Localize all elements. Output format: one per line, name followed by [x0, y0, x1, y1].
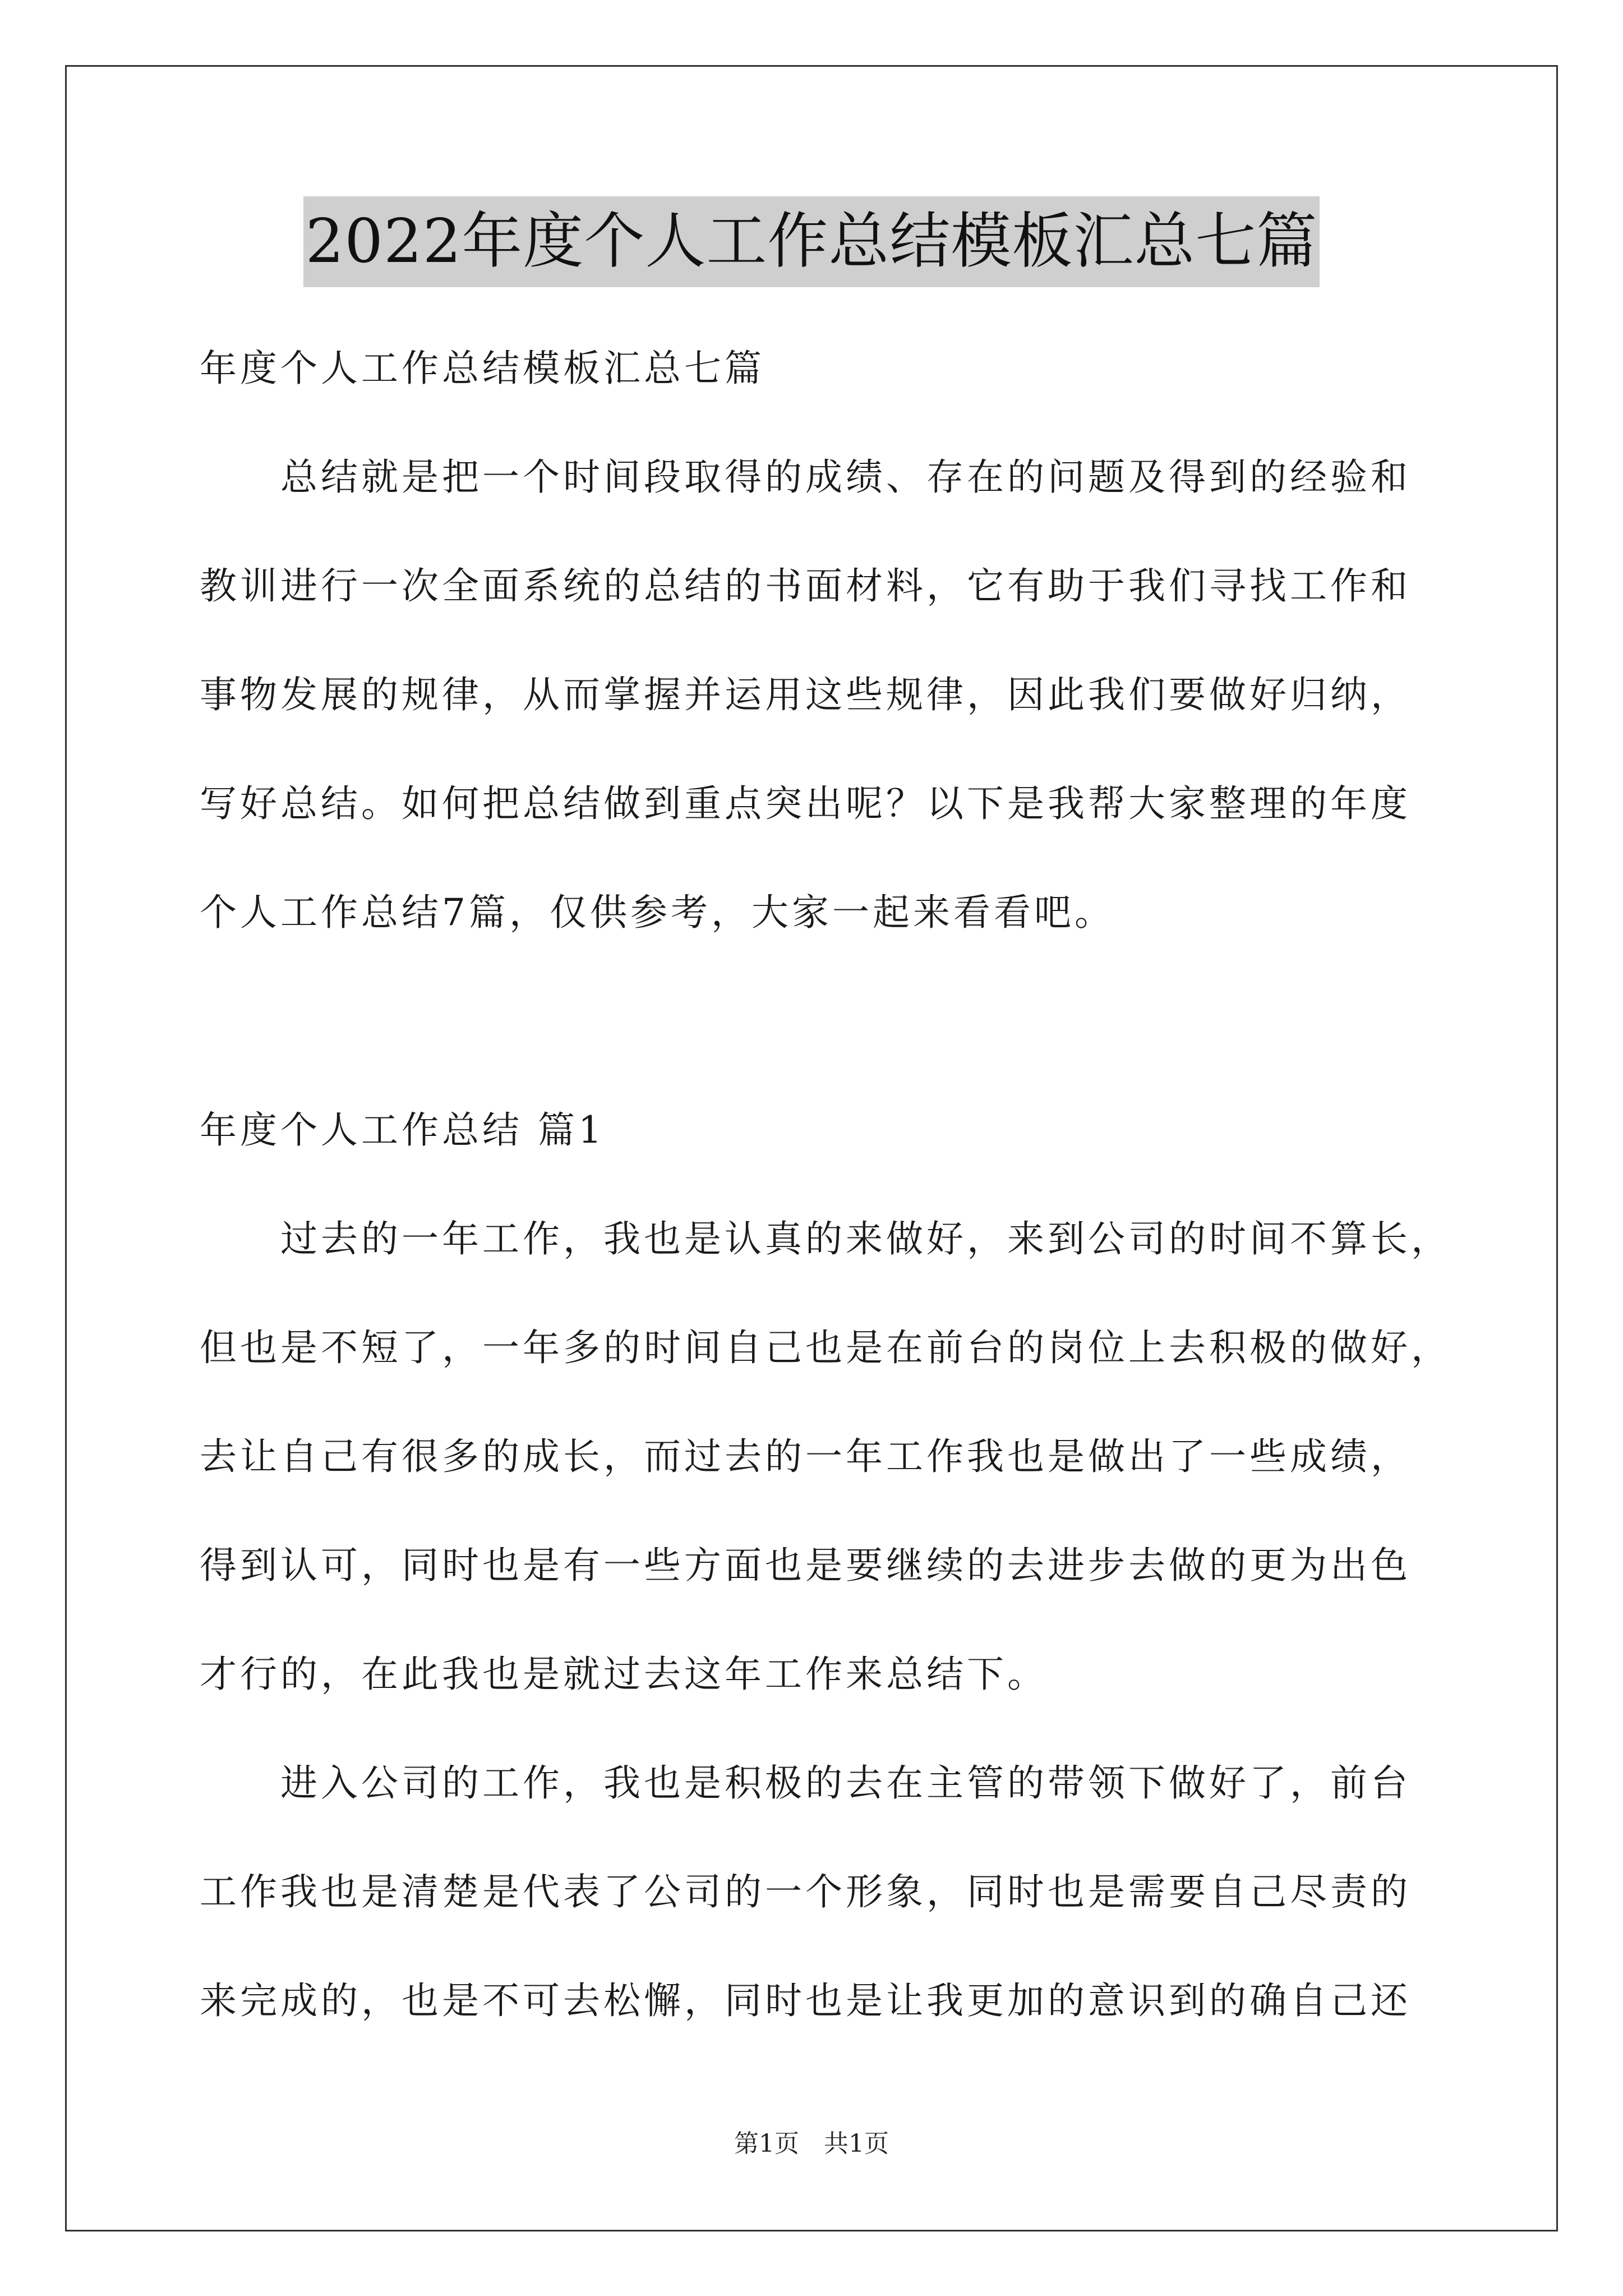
document-body	[200, 314, 1456, 2055]
paragraph-line: 才行的，在此我也是就过去这年工作来总结下。	[200, 1653, 1048, 1696]
paragraph-line: 工作我也是清楚是代表了公司的一个形象，同时也是需要自己尽责的	[200, 1870, 1411, 1913]
paragraph-line: 但也是不短了，一年多的时间自己也是在前台的岗位上去积极的做好，	[200, 1326, 1451, 1369]
paragraph-line: 教训进行一次全面系统的总结的书面材料，它有助于我们寻找工作和	[200, 564, 1411, 608]
paragraph-line: 去让自己有很多的成长，而过去的一年工作我也是做出了一些成绩，	[200, 1435, 1411, 1478]
paragraph-line: 总结就是把一个时间段取得的成绩、存在的问题及得到的经验和	[200, 455, 1411, 499]
paragraph-line: 事物发展的规律，从而掌握并运用这些规律，因此我们要做好归纳，	[200, 673, 1411, 716]
paragraph-line: 得到认可，同时也是有一些方面也是要继续的去进步去做的更为出色	[200, 1544, 1411, 1587]
paragraph-line: 进入公司的工作，我也是积极的去在主管的带领下做好了，前台	[200, 1761, 1411, 1805]
paragraph-line: 来完成的，也是不可去松懈，同时也是让我更加的意识到的确自己还	[200, 1979, 1411, 2022]
section-heading: 年度个人工作总结 篇1	[200, 1108, 605, 1152]
document-title: 2022年度个人工作总结模板汇总七篇	[303, 196, 1320, 287]
paragraph-line: 过去的一年工作，我也是认真的来做好，来到公司的时间不算长，	[200, 1217, 1451, 1260]
paragraph-line: 写好总结。如何把总结做到重点突出呢？以下是我帮大家整理的年度	[200, 782, 1411, 825]
page-footer: 第1页 共1页	[734, 2129, 889, 2158]
title-container	[0, 196, 1623, 287]
blank-line	[200, 967, 1456, 1076]
subtitle-line: 年度个人工作总结模板汇总七篇	[200, 347, 765, 390]
paragraph-line: 个人工作总结7篇，仅供参考，大家一起来看看吧。	[200, 891, 1115, 934]
